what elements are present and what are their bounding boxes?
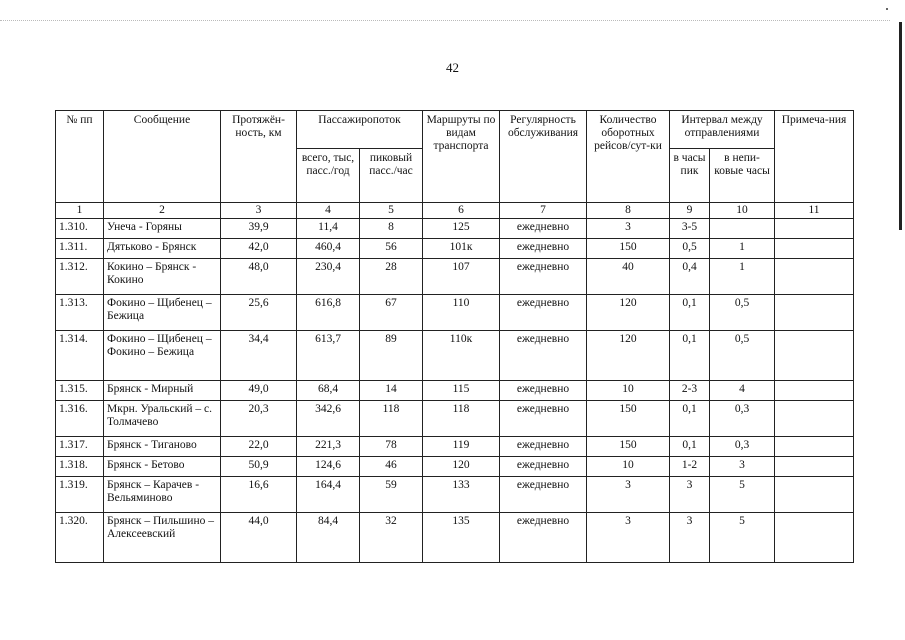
flow-peak: 59 bbox=[360, 477, 423, 513]
route-codes: 101к bbox=[423, 239, 500, 259]
flow-total: 460,4 bbox=[297, 239, 360, 259]
flow-peak: 67 bbox=[360, 295, 423, 331]
route-codes: 110к bbox=[423, 331, 500, 381]
table-row bbox=[56, 239, 854, 259]
flow-total: 164,4 bbox=[297, 477, 360, 513]
table-row bbox=[56, 295, 854, 331]
interval-peak: 3 bbox=[670, 513, 710, 563]
header-flow-peak: пиковый пасс./час bbox=[360, 149, 423, 203]
interval-offpeak: 5 bbox=[710, 513, 775, 563]
notes bbox=[775, 295, 854, 331]
table-row bbox=[56, 331, 854, 381]
interval-offpeak: 3 bbox=[710, 457, 775, 477]
column-number: 4 bbox=[297, 203, 360, 219]
interval-offpeak: 0,5 bbox=[710, 331, 775, 381]
route-name: Мкрн. Уральский – с. Толмачево bbox=[104, 401, 221, 437]
table-row bbox=[56, 219, 854, 239]
table-row bbox=[56, 401, 854, 437]
header-interval-offpeak: в непи-ковые часы bbox=[710, 149, 775, 203]
flow-peak: 78 bbox=[360, 437, 423, 457]
row-number: 1.315. bbox=[56, 381, 104, 401]
column-number: 9 bbox=[670, 203, 710, 219]
route-name: Брянск - Тиганово bbox=[104, 437, 221, 457]
route-name: Унеча - Горяны bbox=[104, 219, 221, 239]
route-name: Фокино – Щибенец – Бежица bbox=[104, 295, 221, 331]
route-length: 42,0 bbox=[221, 239, 297, 259]
notes bbox=[775, 381, 854, 401]
interval-peak: 0,1 bbox=[670, 401, 710, 437]
interval-peak: 3-5 bbox=[670, 219, 710, 239]
notes bbox=[775, 219, 854, 239]
header-regularity: Регулярность обслуживания bbox=[500, 111, 587, 203]
trips-per-day: 10 bbox=[587, 457, 670, 477]
trips-per-day: 3 bbox=[587, 219, 670, 239]
trips-per-day: 150 bbox=[587, 239, 670, 259]
header-flow-total: всего, тыс, пасс./год bbox=[297, 149, 360, 203]
route-length: 44,0 bbox=[221, 513, 297, 563]
route-codes: 118 bbox=[423, 401, 500, 437]
column-number: 7 bbox=[500, 203, 587, 219]
notes bbox=[775, 259, 854, 295]
row-number: 1.319. bbox=[56, 477, 104, 513]
trips-per-day: 120 bbox=[587, 331, 670, 381]
route-name: Брянск – Пильшино – Алексеевский bbox=[104, 513, 221, 563]
flow-total: 11,4 bbox=[297, 219, 360, 239]
route-codes: 133 bbox=[423, 477, 500, 513]
routes-table bbox=[55, 110, 854, 563]
scan-top-edge bbox=[0, 20, 890, 21]
row-number: 1.314. bbox=[56, 331, 104, 381]
column-number: 3 bbox=[221, 203, 297, 219]
regularity: ежедневно bbox=[500, 477, 587, 513]
regularity: ежедневно bbox=[500, 331, 587, 381]
regularity: ежедневно bbox=[500, 513, 587, 563]
route-length: 48,0 bbox=[221, 259, 297, 295]
route-length: 16,6 bbox=[221, 477, 297, 513]
header-interval: Интервал между отправлениями bbox=[670, 111, 775, 149]
row-number: 1.316. bbox=[56, 401, 104, 437]
header-routes-by-type: Маршруты по видам транспорта bbox=[423, 111, 500, 203]
flow-total: 342,6 bbox=[297, 401, 360, 437]
route-codes: 125 bbox=[423, 219, 500, 239]
notes bbox=[775, 457, 854, 477]
header-no: № пп bbox=[56, 111, 104, 203]
interval-peak: 0,1 bbox=[670, 437, 710, 457]
header-trips: Количество оборотных рейсов/сут-ки bbox=[587, 111, 670, 203]
interval-peak: 2-3 bbox=[670, 381, 710, 401]
flow-peak: 8 bbox=[360, 219, 423, 239]
flow-peak: 46 bbox=[360, 457, 423, 477]
route-length: 20,3 bbox=[221, 401, 297, 437]
regularity: ежедневно bbox=[500, 295, 587, 331]
flow-total: 124,6 bbox=[297, 457, 360, 477]
flow-total: 84,4 bbox=[297, 513, 360, 563]
route-codes: 135 bbox=[423, 513, 500, 563]
trips-per-day: 3 bbox=[587, 513, 670, 563]
flow-peak: 89 bbox=[360, 331, 423, 381]
route-name: Брянск - Бетово bbox=[104, 457, 221, 477]
route-name: Кокино – Брянск - Кокино bbox=[104, 259, 221, 295]
row-number: 1.311. bbox=[56, 239, 104, 259]
interval-peak: 1-2 bbox=[670, 457, 710, 477]
scan-speck bbox=[886, 8, 888, 10]
table-row bbox=[56, 513, 854, 563]
regularity: ежедневно bbox=[500, 219, 587, 239]
table-row bbox=[56, 477, 854, 513]
regularity: ежедневно bbox=[500, 457, 587, 477]
trips-per-day: 150 bbox=[587, 437, 670, 457]
flow-peak: 118 bbox=[360, 401, 423, 437]
flow-peak: 56 bbox=[360, 239, 423, 259]
interval-peak: 0,4 bbox=[670, 259, 710, 295]
row-number: 1.313. bbox=[56, 295, 104, 331]
route-length: 39,9 bbox=[221, 219, 297, 239]
interval-offpeak: 1 bbox=[710, 259, 775, 295]
notes bbox=[775, 239, 854, 259]
interval-offpeak bbox=[710, 219, 775, 239]
trips-per-day: 150 bbox=[587, 401, 670, 437]
row-number: 1.320. bbox=[56, 513, 104, 563]
row-number: 1.310. bbox=[56, 219, 104, 239]
table-row bbox=[56, 259, 854, 295]
flow-total: 68,4 bbox=[297, 381, 360, 401]
flow-total: 613,7 bbox=[297, 331, 360, 381]
trips-per-day: 10 bbox=[587, 381, 670, 401]
notes bbox=[775, 477, 854, 513]
notes bbox=[775, 331, 854, 381]
route-codes: 115 bbox=[423, 381, 500, 401]
regularity: ежедневно bbox=[500, 401, 587, 437]
column-number: 10 bbox=[710, 203, 775, 219]
regularity: ежедневно bbox=[500, 437, 587, 457]
interval-peak: 3 bbox=[670, 477, 710, 513]
route-codes: 107 bbox=[423, 259, 500, 295]
flow-peak: 32 bbox=[360, 513, 423, 563]
column-number: 8 bbox=[587, 203, 670, 219]
route-name: Брянск - Мирный bbox=[104, 381, 221, 401]
interval-offpeak: 0,5 bbox=[710, 295, 775, 331]
row-number: 1.312. bbox=[56, 259, 104, 295]
regularity: ежедневно bbox=[500, 259, 587, 295]
header-interval-peak: в часы пик bbox=[670, 149, 710, 203]
flow-peak: 28 bbox=[360, 259, 423, 295]
scan-binding-edge bbox=[899, 22, 902, 230]
interval-offpeak: 0,3 bbox=[710, 437, 775, 457]
column-number: 2 bbox=[104, 203, 221, 219]
trips-per-day: 40 bbox=[587, 259, 670, 295]
route-name: Брянск – Карачев - Вельяминово bbox=[104, 477, 221, 513]
interval-peak: 0,5 bbox=[670, 239, 710, 259]
route-length: 25,6 bbox=[221, 295, 297, 331]
flow-total: 616,8 bbox=[297, 295, 360, 331]
interval-offpeak: 0,3 bbox=[710, 401, 775, 437]
route-length: 49,0 bbox=[221, 381, 297, 401]
route-length: 50,9 bbox=[221, 457, 297, 477]
trips-per-day: 120 bbox=[587, 295, 670, 331]
route-length: 22,0 bbox=[221, 437, 297, 457]
flow-total: 230,4 bbox=[297, 259, 360, 295]
column-number: 5 bbox=[360, 203, 423, 219]
page-number: 42 bbox=[446, 60, 459, 75]
table-row bbox=[56, 381, 854, 401]
row-number: 1.317. bbox=[56, 437, 104, 457]
notes bbox=[775, 513, 854, 563]
header-route: Сообщение bbox=[104, 111, 221, 203]
column-number: 11 bbox=[775, 203, 854, 219]
row-number: 1.318. bbox=[56, 457, 104, 477]
table-row bbox=[56, 437, 854, 457]
interval-offpeak: 1 bbox=[710, 239, 775, 259]
route-codes: 110 bbox=[423, 295, 500, 331]
flow-total: 221,3 bbox=[297, 437, 360, 457]
regularity: ежедневно bbox=[500, 381, 587, 401]
interval-offpeak: 4 bbox=[710, 381, 775, 401]
interval-peak: 0,1 bbox=[670, 331, 710, 381]
route-name: Фокино – Щибенец – Фокино – Бежица bbox=[104, 331, 221, 381]
route-codes: 120 bbox=[423, 457, 500, 477]
notes bbox=[775, 401, 854, 437]
regularity: ежедневно bbox=[500, 239, 587, 259]
header-length: Протяжён-ность, км bbox=[221, 111, 297, 203]
route-length: 34,4 bbox=[221, 331, 297, 381]
interval-offpeak: 5 bbox=[710, 477, 775, 513]
column-number: 1 bbox=[56, 203, 104, 219]
flow-peak: 14 bbox=[360, 381, 423, 401]
table-row bbox=[56, 457, 854, 477]
notes bbox=[775, 437, 854, 457]
route-codes: 119 bbox=[423, 437, 500, 457]
interval-peak: 0,1 bbox=[670, 295, 710, 331]
header-passenger-flow: Пассажиропоток bbox=[297, 111, 423, 149]
header-notes: Примеча-ния bbox=[775, 111, 854, 203]
route-name: Дятьково - Брянск bbox=[104, 239, 221, 259]
column-number: 6 bbox=[423, 203, 500, 219]
trips-per-day: 3 bbox=[587, 477, 670, 513]
